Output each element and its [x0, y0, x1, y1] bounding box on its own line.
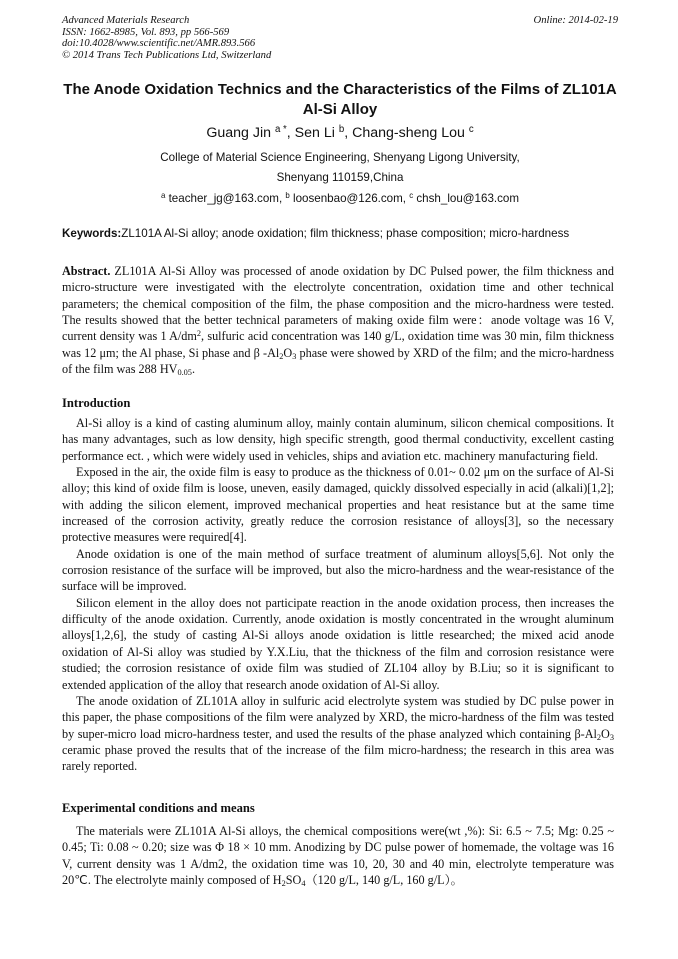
paragraph: [62, 823, 614, 888]
abstract-label: Abstract.: [62, 264, 111, 278]
abstract-subscript: 2: [279, 351, 284, 361]
author-separator: ,: [286, 125, 295, 141]
paragraph: Exposed in the air, the oxide film is easy to produce as the thickness of 0.01~ 0.02 μm on the surface of Al-Si alloy; this kind of oxide film is loose, uneven, easily damaged, quickly dissolved especially in acid (alkali)[1,2]; with adding the silicon element, improved mechanical properties and heat resistance but at the same time increased of the corrosion activity, greatly reduce the corrosion resistance of alloys[3], so the necessary protective measures were required[4].: [62, 465, 614, 545]
doi-line: doi:10.4028/www.scientific.net/AMR.893.566: [62, 38, 256, 50]
email-text: chsh_lou@163.com: [413, 192, 520, 205]
keywords-label: Keywords:: [62, 227, 122, 240]
author-name: Chang-sheng Lou: [352, 125, 465, 141]
email-text: teacher_jg@163.com,: [165, 192, 286, 205]
paragraph-text: The materials were ZL101A Al-Si alloys, the chemical compositions were(wt ,%): Si: 6.5 ~ 7.5; Mg: 0.25 ~ 0.45; Ti: 0.08 ~ 0.20; size was Φ 18 × 10 mm. Anodizing by DC pulse power of homemade, the voltage was 16 V, current density was 1 A/dm2, the oxidation time was 10, 20, 30 and 40 min, electrolyte temperature was 20℃. The electrolyte mainly composed of H: [62, 824, 614, 888]
copyright-line: © 2014 Trans Tech Publications Ltd, Switzerland: [62, 49, 272, 61]
author-marker: c: [468, 124, 474, 136]
email-marker: b: [285, 191, 290, 201]
abstract-text: phase were showed by XRD of the film; and the micro-hardness of the film was 288 HV: [62, 345, 615, 377]
keywords: [62, 226, 618, 242]
journal-name: Advanced Materials Research: [62, 15, 190, 26]
paragraph-text: ceramic phase proved the results that of the increase of the film micro-hardness; the research in this area was rarely reported.: [62, 742, 614, 774]
journal-header: [62, 15, 618, 61]
paragraph-text: （120 g/L, 140 g/L, 160 g/L）。: [305, 873, 463, 888]
paragraph: Al-Si alloy is a kind of casting aluminum alloy, mainly contain aluminum, silicon chemical compositions. It has many advantages, such as low density, high specific strength, good thermal conductivity, excellent casting performance ect. , which were widely used in vehicles, ships and aviation etc. machinery manufacturing field.: [62, 416, 614, 463]
abstract-text: ZL101A Al-Si Alloy was processed of anode oxidation by DC Pulsed power, the film thickness and micro-structure were investigated with the electrolyte concentration, oxidation time and other technical parameters; the chemical composition of the film, the phase composition and the micro-hardness were tested. The results showed that the better technical parameters of making oxide film were：anode voltage was 16 V, current density was 1 A/dm: [62, 264, 614, 344]
abstract-text: , sulfuric acid concentration was 140 g/L, oxidation time was 30 min, film thickness was 12 μm; the Al phase, Si phase and β -Al: [62, 329, 614, 360]
online-date: Online: 2014-02-19: [533, 15, 618, 26]
abstract-subscript: 0.05: [177, 368, 192, 378]
paragraph: Silicon element in the alloy does not participate reaction in the anode oxidation process, then increases the difficulty of the anode oxidation. Currently, anode oxidation is mostly concentrated in the wrought aluminum alloys[1,2,6], the study of casting Al-Si alloys anode oxidation is little researched; the mixed acid anode oxidation of Al-Si alloy was studied by Y.X.Liu, that the thickness of the film and corrosion resistance were studied; the corrosion resistance of oxide film was studied of ZL104 alloy by B.Liu; so it is significant to extended application of the alloy that research anode oxidation of Al-Si alloy.: [62, 595, 614, 692]
paragraph-text: O: [601, 726, 610, 741]
abstract-text: .: [191, 362, 195, 377]
paragraph-text: The anode oxidation of ZL101A alloy in sulfuric acid electrolyte system was studied by DC pulse power in this paper, the phase compositions of the film were analyzed by XRD, the micro-hardness of the film was tested by super-micro load micro-hardness tester, and used the results of the phase analyzed which containing β-Al: [62, 693, 614, 741]
author-name: Sen Li: [294, 125, 335, 141]
author-name: Guang Jin: [206, 125, 271, 141]
subscript: 4: [301, 879, 306, 889]
introduction-heading: Introduction: [62, 396, 131, 410]
author-marker: a *: [274, 124, 287, 136]
subscript: 2: [281, 879, 286, 889]
issn-line: ISSN: 1662-8985, Vol. 893, pp 566-569: [62, 26, 230, 38]
author-marker: b: [338, 124, 345, 136]
introduction-section: [62, 415, 614, 775]
abstract: [62, 263, 614, 377]
email-text: loosenbao@126.com,: [289, 192, 410, 205]
experimental-heading: Experimental conditions and means: [62, 801, 255, 815]
paragraph: [62, 693, 614, 775]
paper-title: The Anode Oxidation Technics and the Characteristics of the Films of ZL101A Al-Si Alloy: [63, 81, 617, 118]
abstract-text: O: [283, 345, 293, 360]
abstract-superscript: 2: [196, 329, 202, 339]
email-marker: c: [409, 191, 414, 201]
subscript: 3: [609, 732, 614, 742]
subscript: 2: [596, 732, 602, 742]
paragraph: Anode oxidation is one of the main method of surface treatment of aluminum alloys[5,6]. Not only the corrosion resistance of the surface will be improved, but also the micro-hardness and the wear-resistance of the surface will be improved.: [62, 546, 614, 594]
paragraph-text: SO: [285, 873, 302, 888]
abstract-subscript: 3: [292, 351, 297, 361]
experimental-section: [62, 823, 614, 888]
affiliation-line: College of Material Science Engineering, Shenyang Ligong University,: [160, 151, 520, 164]
affiliation: [62, 148, 618, 188]
author-emails: [62, 191, 618, 207]
email-marker: a: [160, 191, 166, 201]
author-list: [62, 124, 618, 142]
author-separator: ,: [344, 125, 353, 141]
affiliation-line: Shenyang 110159,China: [276, 171, 404, 184]
keywords-text: ZL101A Al-Si alloy; anode oxidation; film thickness; phase composition; micro-hardness: [121, 227, 570, 240]
